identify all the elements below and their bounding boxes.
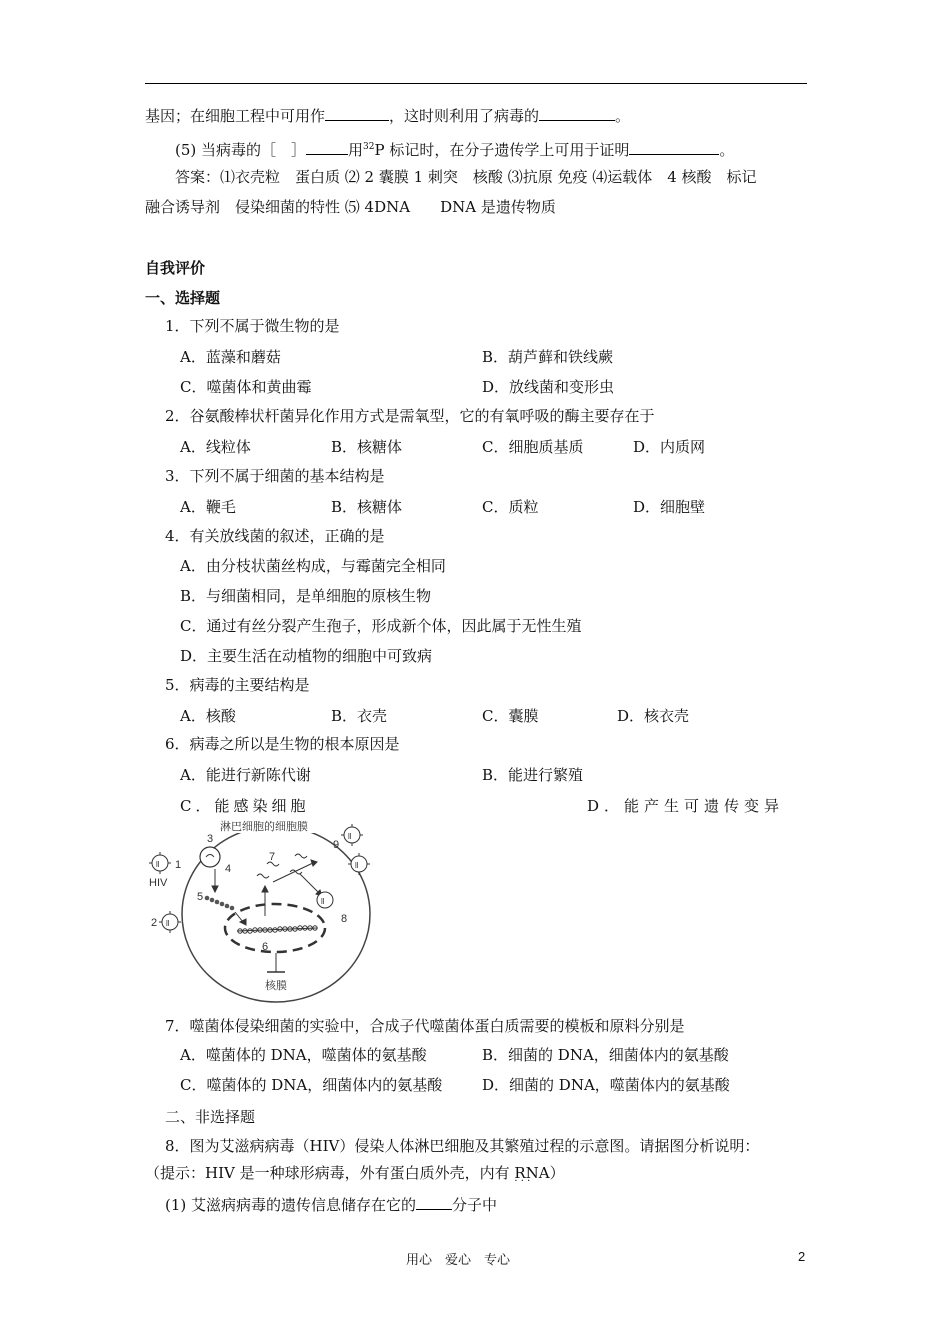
q5-option-d: D．核衣壳 [617, 707, 690, 725]
q6-stem: 6．病毒之所以是生物的根本原因是 [165, 735, 400, 753]
answer-blank [416, 1195, 452, 1210]
q6-option-b: B．能进行繁殖 [482, 766, 584, 784]
svg-text:ll: ll [321, 897, 325, 906]
q6-option-c: C．能感染细胞 [180, 797, 310, 815]
prev-text: 。 [615, 107, 631, 125]
answer-blank [306, 140, 348, 155]
answer-blank [539, 106, 615, 121]
page-number: 2 [798, 1249, 806, 1264]
label-1: 1 [175, 859, 182, 871]
q3-stem: 3．下列不属于细菌的基本结构是 [165, 467, 385, 485]
q7-option-b: B．细菌的 DNA，细菌体内的氨基酸 [482, 1046, 729, 1064]
q1-option-c: C．噬菌体和黄曲霉 [180, 378, 312, 396]
q1-option-b: B．葫芦藓和铁线蕨 [482, 348, 614, 366]
q7-option-c: C．噬菌体的 DNA，细菌体内的氨基酸 [180, 1076, 443, 1094]
q4-option-b: B．与细菌相同，是单细胞的原核生物 [180, 587, 432, 605]
q5-text: 。 [719, 141, 735, 159]
integrated-dna-chain [237, 926, 317, 933]
answer-blank [325, 106, 389, 121]
q3-option-c: C．质粒 [482, 498, 539, 516]
label-3: 3 [207, 833, 214, 845]
label-9: 9 [333, 839, 340, 851]
label-8: 8 [341, 913, 348, 925]
hint-text: ） [549, 1164, 565, 1182]
q2-option-c: C．细胞质基质 [482, 438, 584, 456]
hiv-label: HIV [149, 877, 168, 889]
rna-emphasis: RNA · · · [514, 1163, 549, 1183]
answer-blank [629, 140, 719, 155]
footer-motto: 用心 爱心 专心 [406, 1253, 511, 1268]
q1-option-d: D．放线菌和变形虫 [482, 378, 615, 396]
part1-heading: 一、选择题 [145, 289, 221, 307]
svg-text:ll: ll [355, 861, 359, 870]
hiv-particle [351, 856, 367, 872]
label-7: 7 [269, 851, 276, 863]
q5-option-a: A．核酸 [180, 707, 236, 725]
label-4: 4 [225, 863, 232, 875]
membrane-label: 淋巴细胞的细胞膜 [220, 821, 308, 833]
q3-option-d: D．细胞壁 [633, 498, 706, 516]
section-title: 自我评价 [145, 259, 206, 277]
q4-option-c: C．通过有丝分裂产生孢子，形成新个体，因此属于无性生殖 [180, 617, 582, 635]
q7-stem: 7．噬菌体侵染细菌的实验中，合成子代噬菌体蛋白质需要的模板和原料分别是 [165, 1017, 685, 1035]
q6-option-a: A．能进行新陈代谢 [180, 766, 311, 784]
label-2: 2 [151, 917, 158, 929]
prev-text: ，这时则利用了病毒的 [389, 107, 540, 125]
svg-text:ll: ll [348, 832, 352, 841]
label-6: 6 [262, 941, 269, 953]
hiv-particle [317, 892, 333, 908]
q4-stem: 4．有关放线菌的叙述，正确的是 [165, 527, 385, 545]
q7-option-a: A．噬菌体的 DNA，噬菌体的氨基酸 [180, 1046, 427, 1064]
q6-option-d: D．能产生可遗传变异 [587, 797, 785, 815]
q1-stem: 1．下列不属于微生物的是 [165, 317, 340, 335]
q3-option-b: B．核糖体 [331, 498, 403, 516]
hiv-particle [152, 855, 168, 871]
q5-stem: 5．病毒的主要结构是 [165, 676, 310, 694]
prev-line-1 [145, 106, 630, 126]
svg-text:ll: ll [166, 919, 170, 928]
q5-text: P 标记时，在分子遗传学上可用于证明 [374, 141, 630, 159]
q2-option-b: B．核糖体 [331, 438, 403, 456]
q1-option-a: A．蓝藻和蘑菇 [180, 348, 281, 366]
answer-line-2: 融合诱导剂 侵染细菌的特性 ⑸ 4DNA DNA 是遗传物质 [145, 198, 556, 216]
hint-text: （提示：HIV 是一种球形病毒，外有蛋白质外壳，内有 [145, 1164, 515, 1182]
hiv-particle [344, 827, 360, 843]
q8-stem: 8．图为艾滋病病毒（HIV）侵染人体淋巴细胞及其繁殖过程的示意图。请据图分析说明： [165, 1137, 760, 1155]
q5-option-b: B．衣壳 [331, 707, 388, 725]
label-5: 5 [197, 891, 204, 903]
cdna-chain [205, 896, 235, 911]
header-rule [145, 83, 807, 84]
q4-option-a: A．由分枝状菌丝构成，与霉菌完全相同 [180, 557, 446, 575]
q5-text: 用 [348, 141, 364, 159]
q7-option-d: D．细菌的 DNA，噬菌体内的氨基酸 [482, 1076, 730, 1094]
prev-text: 基因；在细胞工程中可用作 [145, 107, 326, 125]
q8-sub1 [165, 1195, 497, 1215]
q2-stem: 2．谷氨酸棒状杆菌异化作用方式是需氧型，它的有氧呼吸的酶主要存在于 [165, 407, 655, 425]
q5-option-c: C．囊膜 [482, 707, 539, 725]
q2-option-d: D．内质网 [633, 438, 706, 456]
hiv-particle [162, 914, 178, 930]
sub1-text: (1) 艾滋病病毒的遗传信息储存在它的 [165, 1196, 417, 1214]
prev-q5 [175, 137, 734, 160]
svg-text:ll: ll [156, 860, 160, 869]
hiv-infection-diagram [145, 812, 385, 1012]
q8-hint [145, 1163, 565, 1183]
part2-heading: 二、非选择题 [165, 1108, 256, 1126]
rna-strands [257, 854, 307, 878]
q5-text: (5) 当病毒的［ ］ [175, 141, 307, 159]
superscript: 32 [363, 142, 375, 152]
q3-option-a: A．鞭毛 [180, 498, 236, 516]
virus-fusing [200, 847, 220, 867]
answer-line-1: 答案：⑴衣壳粒 蛋白质 ⑵ 2 囊膜 1 刺突 核酸 ⑶抗原 免疫 ⑷运载体 4 核酸 标记 [175, 168, 757, 186]
q2-option-a: A．线粒体 [180, 438, 251, 456]
q4-option-d: D．主要生活在动植物的细胞中可致病 [180, 647, 433, 665]
sub1-text: 分子中 [452, 1196, 498, 1214]
nucleus-label: 核膜 [265, 980, 287, 992]
